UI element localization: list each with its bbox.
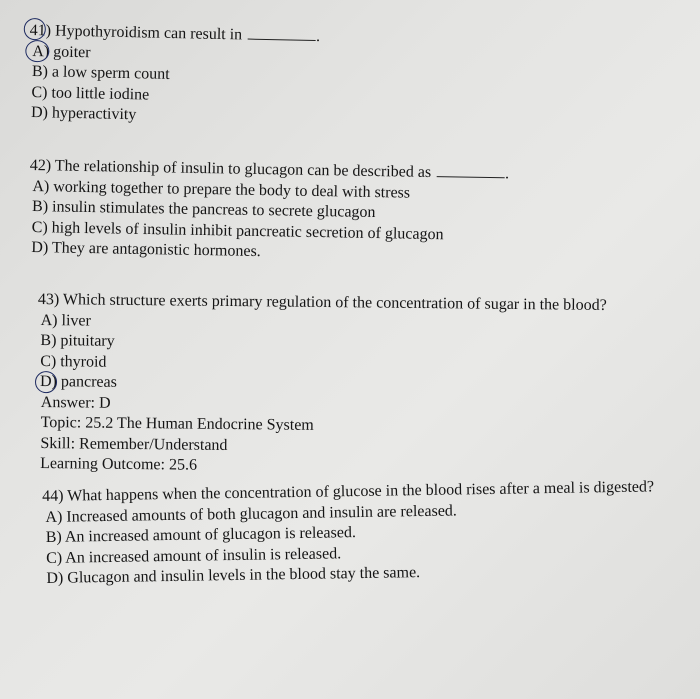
option-d: D) hyperactivity: [30, 104, 137, 124]
skill-line: Skill: Remember/Understand: [40, 434, 228, 454]
answer-blank: [248, 25, 316, 41]
option-b: B) An increased amount of glucagon is released.: [45, 524, 357, 546]
question-41: [28, 20, 321, 130]
question-44-stem: 44) What happens when the concentration of glucose in the blood rises after a meal is digested?: [42, 478, 655, 505]
question-41-stem-end: .: [315, 27, 321, 46]
question-41-stem: 41) Hypothyroidism can result in: [29, 21, 243, 44]
question-42: [28, 155, 509, 267]
answer-blank: [437, 162, 505, 178]
option-c: C) high levels of insulin inhibit pancreatic secretion of glucagon: [31, 218, 444, 243]
option-a: A) goiter: [32, 42, 91, 61]
answer-line: Answer: D: [40, 393, 111, 412]
question-43: [36, 290, 607, 480]
option-d-text: D) pancreas: [39, 373, 117, 391]
option-c: C) An increased amount of insulin is released.: [45, 544, 342, 567]
option-a: A) liver: [40, 311, 91, 330]
question-44: [42, 477, 655, 589]
question-43-stem: 43) Which structure exerts primary regulation of the concentration of sugar in the blood?: [37, 290, 607, 314]
option-d: D) Glucagon and insulin levels in the blood stay the same.: [46, 564, 421, 587]
option-a: A) working together to prepare the body to deal with stress: [32, 177, 411, 202]
question-42-stem-end: .: [504, 165, 510, 183]
option-c: C) too little iodine: [31, 83, 150, 104]
learning-outcome-line: Learning Outcome: 25.6: [40, 455, 198, 474]
option-b: B) a low sperm count: [31, 63, 170, 83]
option-b: B) pituitary: [40, 332, 115, 350]
option-a: A) Increased amounts of both glucagon and insulin are released.: [45, 501, 457, 526]
question-42-stem: 42) The relationship of insulin to glucagon can be described as: [29, 156, 432, 182]
option-d: D) They are antagonistic hormones.: [31, 239, 261, 261]
option-c: C) thyroid: [40, 352, 107, 371]
topic-line: Topic: 25.2 The Human Endocrine System: [40, 414, 314, 434]
option-b: B) insulin stimulates the pancreas to secrete glucagon: [31, 198, 376, 222]
